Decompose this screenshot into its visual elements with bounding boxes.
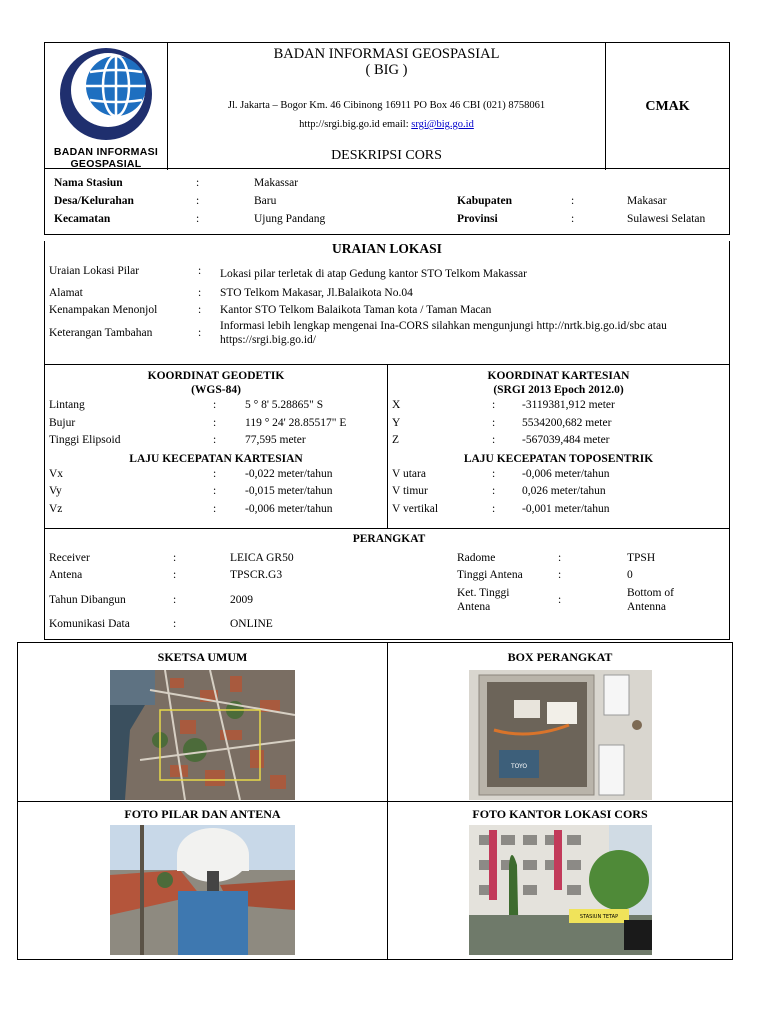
lokasi-row [49, 302, 729, 319]
laju-kartesian-row [49, 466, 383, 484]
lokasi-label: Keterangan Tambahan [49, 327, 153, 339]
komunikasi-value: ONLINE [230, 618, 273, 630]
banner-text: STASIUN TETAP [579, 914, 618, 920]
nama-value: Makassar [254, 177, 299, 189]
sketsa-map-image [110, 670, 295, 800]
colon: : [558, 552, 562, 564]
laju-label: Vx [49, 467, 64, 480]
laju-value: -0,006 meter/tahun [245, 502, 333, 515]
kartesian-label: Y [392, 416, 401, 429]
laju-label: Vz [49, 502, 63, 515]
kec-label: Kecamatan [54, 213, 111, 225]
colon: : [198, 327, 202, 339]
lokasi-row [49, 265, 729, 285]
kartesian-label: X [392, 399, 401, 411]
ket-tinggi-label [457, 586, 558, 614]
geodetik-row [49, 415, 383, 433]
geodetik-row [49, 397, 383, 415]
laju-label: V vertikal [392, 502, 439, 515]
perangkat-row [49, 567, 729, 584]
kantor-title: FOTO KANTOR LOKASI CORS [472, 807, 648, 821]
kartesian-row [392, 397, 725, 415]
box-label: TOYO [510, 763, 527, 770]
box-perangkat-image [469, 670, 652, 800]
header-center [168, 43, 606, 170]
lokasi-row [49, 285, 729, 302]
colon: : [492, 502, 496, 515]
big-logo-icon [58, 46, 154, 142]
laju-kartesian-title: LAJU KECEPATAN KARTESIAN [129, 452, 303, 465]
station-row-2 [54, 192, 729, 210]
prov-label: Provinsi [457, 213, 498, 225]
sketsa-title: SKETSA UMUM [157, 650, 248, 664]
tahun-value: 2009 [230, 594, 253, 606]
perangkat-section [44, 529, 730, 640]
lokasi-title: URAIAN LOKASI [332, 241, 442, 256]
colon: : [198, 287, 202, 299]
colon: : [492, 485, 496, 497]
logo-text-line-2: GEOSPASIAL [70, 158, 142, 170]
kartesian-label: Z [392, 434, 400, 446]
org-name: BADAN INFORMASI GEOSPASIAL [273, 46, 500, 62]
kab-label: Kabupaten [457, 195, 512, 207]
kantor-lokasi-image [469, 825, 652, 955]
lokasi-label: Alamat [49, 287, 83, 299]
photo-row-2 [18, 802, 732, 959]
kartesian-row [392, 432, 725, 450]
kartesian-value: -567039,484 meter [522, 434, 610, 446]
cartesian-column [388, 365, 729, 528]
laju-toposentrik-title: LAJU KECEPATAN TOPOSENTRIK [463, 452, 654, 465]
code-cell [606, 43, 729, 170]
kartesian-value: 5534200,682 meter [522, 416, 612, 429]
kartesian-row [392, 415, 725, 433]
geodetic-column [45, 365, 388, 528]
colon: : [558, 594, 562, 606]
colon: : [213, 434, 217, 446]
logo-text [54, 146, 158, 170]
laju-toposentrik-row [392, 466, 725, 484]
prov-value: Sulawesi Selatan [627, 213, 706, 225]
perangkat-title: PERANGKAT [352, 533, 426, 545]
colon: : [198, 265, 202, 277]
colon: : [213, 416, 217, 429]
antena-label: Antena [49, 569, 83, 581]
email-link[interactable]: srgi@big.go.id [411, 119, 474, 130]
laju-value: 0,026 meter/tahun [522, 485, 606, 497]
colon: : [173, 618, 177, 630]
colon: : [492, 467, 496, 480]
lokasi-label: Uraian Lokasi Pilar [49, 265, 140, 277]
receiver-value: LEICA GR50 [230, 552, 294, 564]
tinggi-antena-label: Tinggi Antena [457, 569, 523, 581]
kec-value: Ujung Pandang [254, 213, 326, 225]
ket-value-line-2: Antenna [627, 601, 666, 613]
ket-value-line-1: Bottom of [627, 587, 674, 599]
geodetik-value: 119 ° 24' 28.85517" E [245, 416, 347, 429]
colon: : [173, 552, 177, 564]
laju-label: V utara [392, 467, 426, 480]
kartesian-title: KOORDINAT KARTESIAN [487, 370, 630, 382]
lokasi-label: Kenampakan Menonjol [49, 304, 158, 316]
receiver-label: Receiver [49, 552, 90, 564]
web-email-line [168, 115, 605, 134]
tahun-label: Tahun Dibangun [49, 594, 126, 606]
laju-toposentrik-row [392, 483, 725, 501]
geodetik-title: KOORDINAT GEODETIK [147, 370, 285, 382]
kartesian-subtitle: (SRGI 2013 Epoch 2012.0) [493, 384, 624, 396]
laju-toposentrik-row [392, 501, 725, 519]
laju-value: -0,001 meter/tahun [522, 502, 610, 515]
perangkat-row [49, 550, 729, 567]
colon: : [213, 399, 217, 411]
kab-value: Makasar [627, 195, 667, 207]
colon: : [571, 213, 575, 225]
perangkat-row [49, 616, 729, 633]
nama-label: Nama Stasiun [54, 177, 123, 189]
desa-label: Desa/Kelurahan [54, 195, 134, 207]
laju-value: -0,006 meter/tahun [522, 467, 610, 480]
lokasi-row [49, 319, 729, 347]
website-text: http://srgi.big.go.id email: [299, 119, 412, 130]
sketsa-cell [18, 643, 388, 801]
komunikasi-label: Komunikasi Data [49, 618, 130, 630]
geodetik-label: Tinggi Elipsoid [49, 434, 121, 446]
kartesian-value: -3119381,912 meter [522, 399, 615, 411]
colon: : [571, 195, 575, 207]
laju-kartesian-row [49, 501, 383, 519]
colon: : [173, 594, 177, 606]
ket-label-line-2: Antena [457, 601, 491, 613]
colon: : [173, 569, 177, 581]
ket-label-line-1: Ket. Tinggi [457, 587, 510, 599]
laju-value: -0,022 meter/tahun [245, 467, 333, 480]
laju-kartesian-row [49, 483, 383, 501]
header [44, 42, 730, 169]
desa-value: Baru [254, 195, 277, 207]
colon: : [213, 485, 217, 497]
coordinates-section [44, 365, 730, 529]
colon: : [492, 416, 496, 429]
antena-value: TPSCR.G3 [230, 569, 283, 581]
address-block [168, 96, 605, 134]
station-row-3 [54, 210, 729, 228]
address: Jl. Jakarta – Bogor Km. 46 Cibinong 16911 PO Box 46 CBI (021) 8758061 [227, 100, 546, 111]
laju-label: Vy [49, 485, 62, 497]
lokasi-value: Informasi lebih lengkap mengenai Ina-CORS silahkan mengunjungi http://nrtk.big.go.id/sbc atau https://srgi.big.go.id/ [220, 320, 667, 346]
photo-section [17, 642, 733, 960]
logo-cell [45, 43, 168, 170]
box-title: BOX PERANGKAT [507, 650, 613, 664]
colon: : [558, 569, 562, 581]
lokasi-value: STO Telkom Makasar, Jl.Balaikota No.04 [220, 287, 413, 299]
geodetik-value: 77,595 meter [245, 434, 306, 446]
lokasi-section [44, 241, 730, 365]
lokasi-rows [45, 265, 729, 347]
box-cell [388, 643, 732, 801]
doc-title: DESKRIPSI CORS [331, 148, 442, 163]
org-abbr: ( BIG ) [365, 62, 408, 78]
cors-description-sheet [44, 42, 730, 960]
station-code: CMAK [645, 98, 690, 114]
radome-label: Radome [457, 552, 496, 564]
geodetik-label: Bujur [49, 416, 76, 429]
laju-value: -0,015 meter/tahun [245, 485, 333, 497]
laju-label: V timur [392, 485, 428, 497]
colon: : [198, 304, 202, 316]
radome-value: TPSH [627, 552, 656, 564]
ket-tinggi-value [627, 586, 729, 614]
geodetik-row [49, 432, 383, 450]
station-info [44, 169, 730, 235]
pilar-title: FOTO PILAR DAN ANTENA [124, 807, 281, 821]
geodetik-label: Lintang [49, 399, 85, 411]
logo-text-line-1: BADAN INFORMASI [53, 146, 159, 158]
geodetik-subtitle: (WGS-84) [191, 384, 241, 396]
colon: : [196, 213, 200, 225]
colon: : [213, 502, 217, 515]
colon: : [492, 399, 496, 411]
pilar-antena-image [110, 825, 295, 955]
colon: : [213, 467, 217, 480]
colon: : [196, 177, 200, 189]
colon: : [492, 434, 496, 446]
kantor-cell [388, 802, 732, 959]
colon: : [196, 195, 200, 207]
photo-row-1 [18, 643, 732, 802]
perangkat-row [49, 586, 729, 614]
lokasi-value: Lokasi pilar terletak di atap Gedung kantor STO Telkom Makassar [220, 268, 527, 280]
pilar-cell [18, 802, 388, 959]
geodetik-value: 5 ° 8' 5.28865" S [245, 399, 324, 411]
station-row-1 [54, 174, 729, 192]
tinggi-antena-value: 0 [627, 569, 633, 581]
lokasi-value: Kantor STO Telkom Balaikota Taman kota / Taman Macan [220, 304, 492, 316]
